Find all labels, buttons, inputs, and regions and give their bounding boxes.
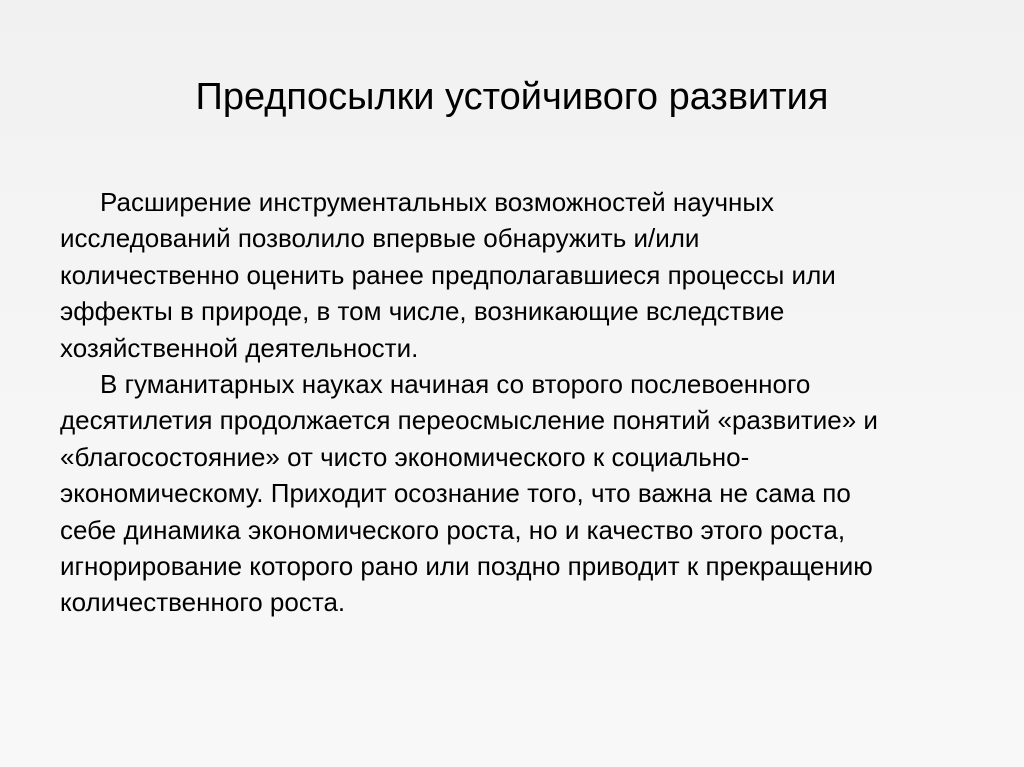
paragraph-instrumental-research: Расширение инструментальных возможностей научных исследований позволило впервые обнаружить и/или количественно оценить ранее предполагавшиеся процессы или эффекты в природе, в том числе, возникающие вследствие хозяйственной деятельности.	[60, 187, 836, 363]
slide-title: Предпосылки устойчивого развития	[195, 76, 829, 118]
paragraph-humanities: В гуманитарных науках начиная со второго послевоенного десятилетия продолжается переосмысление понятий «развитие» и «благосостояние» от чисто экономического к социально- экономическому. Приходит осознание того, что важна не сама по себе динамика экономического роста, но и качество этого роста, игнорирование которого рано или поздно приводит к прекращению количественного роста.	[60, 369, 878, 618]
slide-body	[60, 184, 1000, 621]
